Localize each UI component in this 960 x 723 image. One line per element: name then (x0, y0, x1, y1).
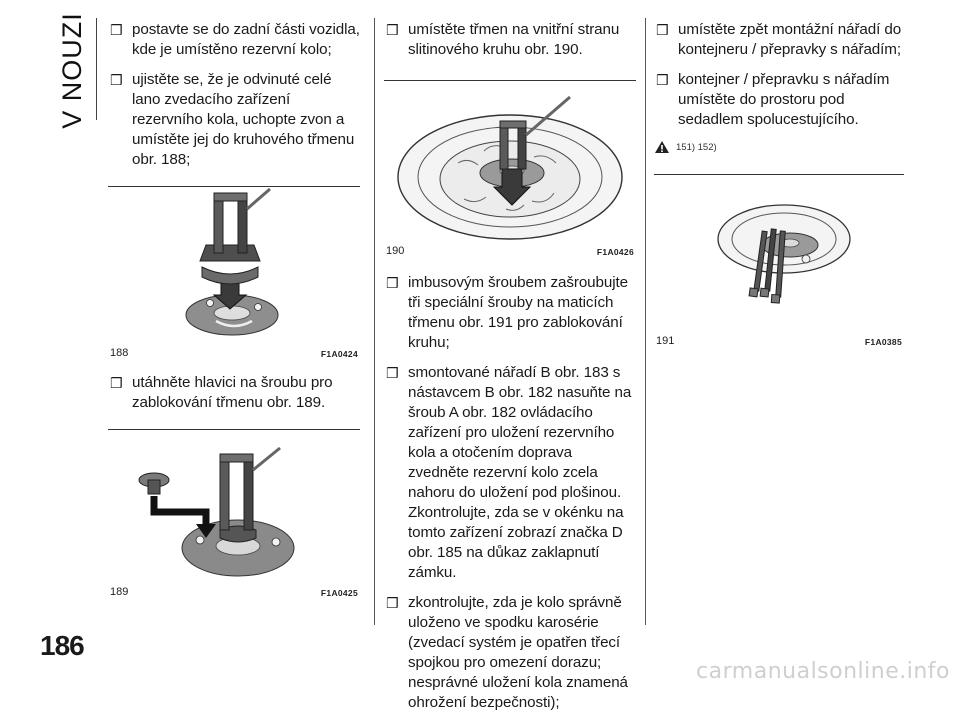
figure-caption (654, 331, 904, 347)
figure-number: 190 (386, 245, 405, 257)
list-item-text: smontované nářadí B obr. 183 s nástavcem B obr. 182 nasuňte na šroub A obr. 182 ovládacího zařízení pro uložení rezervního kola a otočením doprava zvedněte rezervní kolo zcela nahoru do uložení pod plošinou. Zkontrolujte, zda se v okénku na tomto zařízení zobrazí značka D obr. 185 na důkaz zaklapnutí zámku. (408, 364, 632, 581)
column-1 (108, 20, 360, 608)
column-3 (654, 20, 904, 357)
list-item (654, 70, 904, 130)
section-title (52, 11, 92, 129)
list-item (384, 593, 636, 713)
figure-188 (108, 186, 360, 359)
locking-knob-illustration (108, 430, 360, 582)
watermark: carmanualsonline.info (696, 659, 950, 684)
page-number: 186 (40, 630, 84, 661)
figure-code: F1A0426 (596, 247, 634, 257)
checkbox-bullet-icon: ❒ (386, 22, 399, 38)
list-item-text: ujistěte se, že je odvinuté celé lano zvedacího zařízení rezervního kola, uchopte zvon a umístěte jej do kruhového třmenu obr. 188; (132, 71, 355, 168)
warning-triangle-icon (654, 140, 670, 154)
figure-number: 188 (110, 347, 129, 359)
checkbox-bullet-icon: ❒ (386, 595, 399, 611)
figure-caption (108, 582, 360, 598)
warning-reference-text: 151) 152) (676, 141, 717, 153)
figure-191 (654, 174, 904, 347)
list-item (654, 20, 904, 60)
list-item (384, 363, 636, 583)
figure-190 (384, 80, 636, 257)
checkbox-bullet-icon: ❒ (386, 365, 399, 381)
figure-number: 189 (110, 586, 129, 598)
checkbox-bullet-icon: ❒ (656, 22, 669, 38)
warning-reference (654, 140, 904, 154)
list-item-text: zkontrolujte, zda je kolo správně uloženo ve spodku karosérie (zvedací systém je opatřen třecí spojkou pro omezení dorazu; nesprávné uložení kola znamená ohrožení bezpečnosti); (408, 594, 628, 711)
list-item-text: imbusovým šroubem zašroubujte tři speciální šrouby na maticích třmenu obr. 191 pro zablokování kruhu; (408, 274, 628, 351)
list-item-text: umístěte zpět montážní nářadí do kontejneru / přepravky s nářadím; (678, 21, 902, 58)
list-item-text: utáhněte hlavici na šroubu pro zablokování třmenu obr. 189. (132, 374, 333, 411)
column-divider (374, 18, 375, 625)
figure-caption (384, 241, 636, 257)
list-item (384, 273, 636, 353)
alloy-wheel-illustration (384, 81, 636, 241)
checkbox-bullet-icon: ❒ (110, 72, 123, 88)
section-title-rule (96, 18, 97, 120)
list-item (108, 373, 360, 413)
list-item-text: postavte se do zadní části vozidla, kde je umístěno rezervní kolo; (132, 21, 360, 58)
bolts-and-wheel-illustration (654, 175, 904, 331)
list-item (108, 20, 360, 60)
section-title-text: V NOUZI (56, 11, 87, 129)
list-item-text: kontejner / přepravku s nářadím umístěte do prostoru pod sedadlem spolucestujícího. (678, 71, 890, 128)
checkbox-bullet-icon: ❒ (110, 22, 123, 38)
checkbox-bullet-icon: ❒ (386, 275, 399, 291)
figure-code: F1A0385 (864, 337, 902, 347)
column-2 (384, 20, 636, 723)
list-item (384, 20, 636, 60)
column-divider (645, 18, 646, 625)
list-item (108, 70, 360, 170)
figure-code: F1A0425 (320, 588, 358, 598)
figure-code: F1A0424 (320, 349, 358, 359)
figure-caption (108, 343, 360, 359)
list-item-text: umístěte třmen na vnitřní stranu slitinového kruhu obr. 190. (408, 21, 620, 58)
checkbox-bullet-icon: ❒ (110, 375, 123, 391)
spare-wheel-bracket-illustration (108, 187, 360, 343)
figure-number: 191 (656, 335, 675, 347)
figure-189 (108, 429, 360, 598)
checkbox-bullet-icon: ❒ (656, 72, 669, 88)
